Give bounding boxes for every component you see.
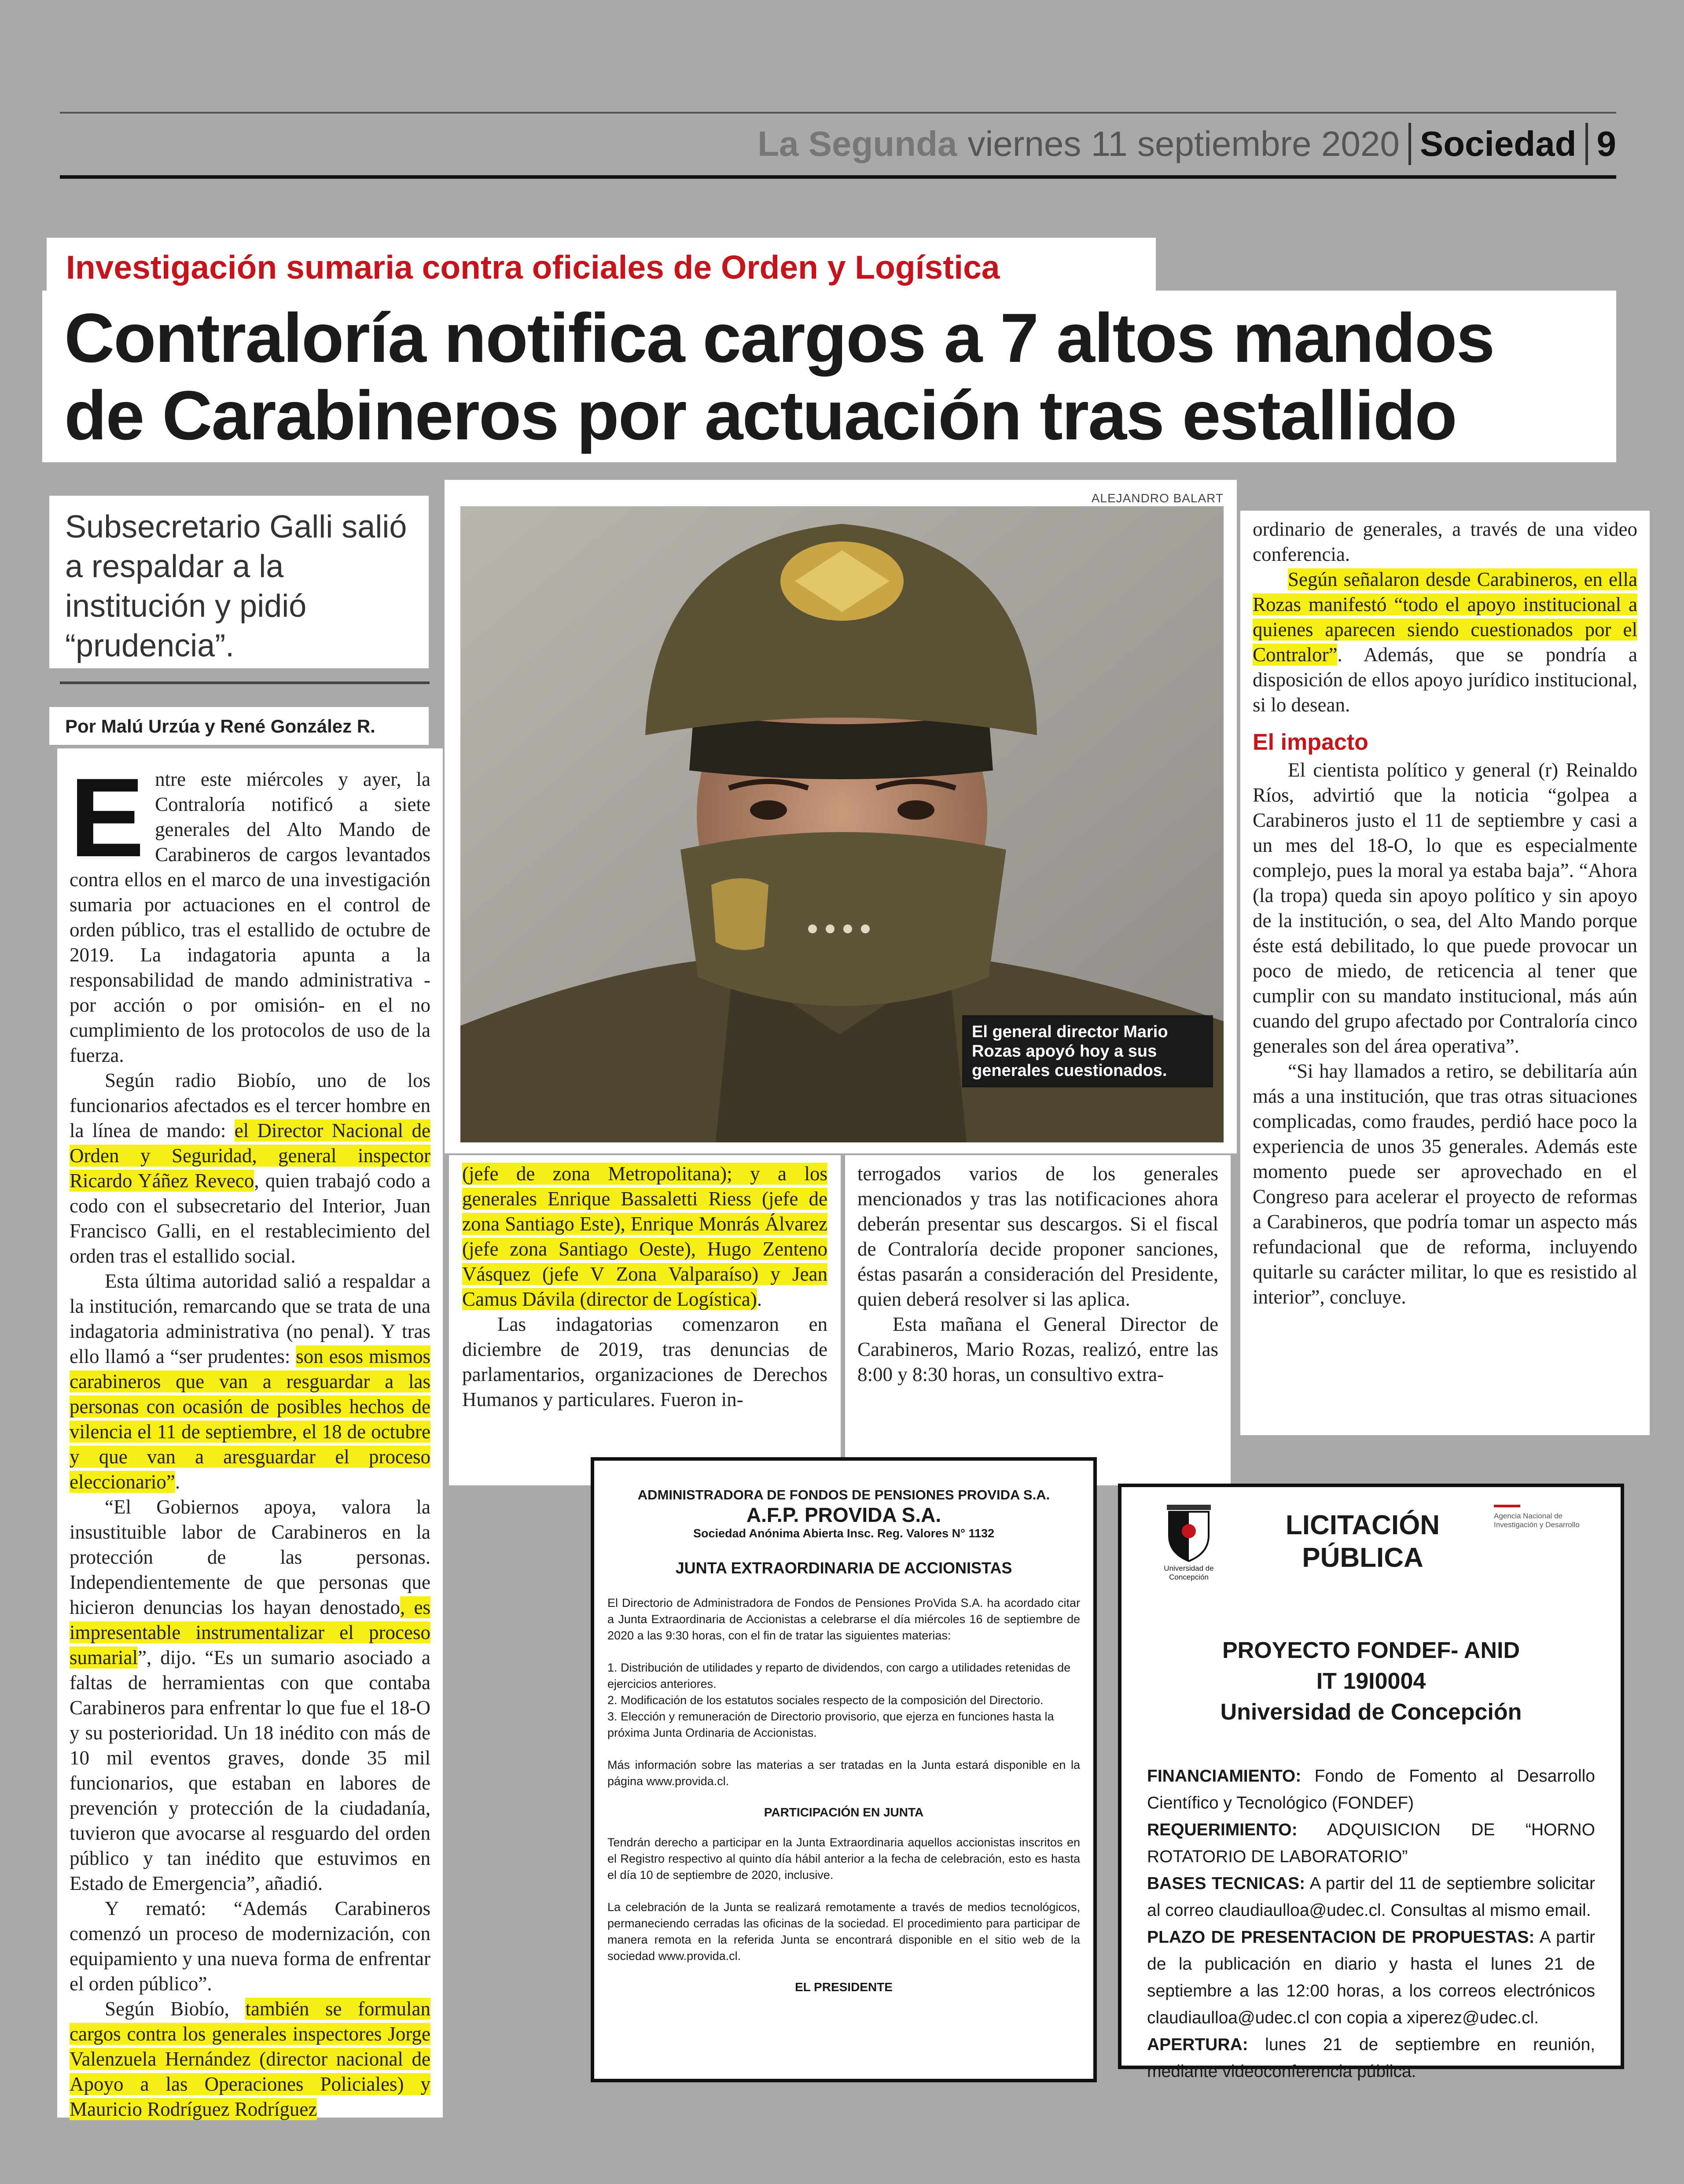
- agenda-item: 3. Elección y remuneración de Directorio provisorio, que ejerza en funciones hasta la próxima Junta Ordinaria de Accionistas.: [607, 1710, 1054, 1739]
- article-column-1: [57, 748, 443, 2118]
- ad-signature: EL PRESIDENTE: [795, 1980, 893, 1994]
- text: ”, dijo. “Es un sumario asociado a faltas de herramientas con que contaba Carabineros para enfrentar lo que fue el 18-O y su posterioridad. Un 18 inédito con más de 10 mil eventos graves, donde 35 mil funcionarios, que estaban en labores de prevención y protección de la ciudadanía, tuvieron que avocarse al resguardo del orden público y tan inédito que estuvimos en Estado de Emergencia”, añadió.: [70, 1646, 430, 1894]
- byline: Por Malú Urzúa y René González R.: [49, 707, 429, 745]
- project-line: PROYECTO FONDEF- ANID: [1222, 1638, 1520, 1663]
- ad-header: [1147, 1496, 1595, 1610]
- paragraph: [70, 1495, 430, 1896]
- photo-credit: ALEJANDRO BALART: [1091, 491, 1224, 505]
- masthead-separator: [1408, 123, 1411, 165]
- agenda-item: 2. Modificación de los estatutos sociales respecto de la composición del Directorio.: [607, 1694, 1044, 1707]
- headline-line-1: Contraloría notifica cargos a 7 altos mandos: [64, 299, 1494, 377]
- photo-caption: El general director Mario Rozas apoyó hoy a sus generales cuestionados.: [962, 1015, 1213, 1087]
- agenda-item: 1. Distribución de utilidades y reparto de dividendos, con cargo a utilidades retenidas de ejercicios anteriores.: [607, 1661, 1071, 1690]
- project-line: IT 19I0004: [1316, 1668, 1426, 1694]
- subhead: El impacto: [1253, 729, 1368, 755]
- ad-registration: Sociedad Anónima Abierta Insc. Reg. Valores N° 1132: [693, 1527, 995, 1540]
- project-line: Universidad de Concepción: [1220, 1699, 1522, 1725]
- text: . Además, que se pondría a disposición de ellos apoyo jurídico institucional, si lo desean.: [1253, 644, 1637, 716]
- paragraph: [1253, 567, 1637, 718]
- udec-tender-notice: [1118, 1484, 1624, 2081]
- paragraph: ordinario de generales, a través de una video conferencia.: [1253, 518, 1637, 565]
- ad-requirement: [1147, 1816, 1595, 1870]
- ad-info: Más información sobre las materias a ser tratadas en la Junta estará disponible en la página www.provida.cl.: [607, 1758, 1080, 1788]
- field-value: ADQUISICION DE “HORNO ROTATORIO DE LABORATORIO”: [1147, 1820, 1595, 1866]
- ad-project: [1147, 1635, 1595, 1727]
- highlighted-text: también se formulan cargos contra los generales inspectores Jorge Valenzuela Hernández (director nacional de Apoyo a las Operaciones Policiales) y Mauricio Rodríguez Rodríguez: [70, 1998, 430, 2120]
- masthead-separator: [1585, 123, 1588, 165]
- field-value: A partir del 11 de septiembre solicitar al correo claudiaulloa@udec.cl. Consultas al mismo email.: [1147, 1874, 1595, 1920]
- text: Según radio Biobío, uno de los funcionarios afectados es el tercer hombre en la línea de mando:: [70, 1069, 430, 1142]
- paragraph: El cientista político y general (r) Reinaldo Ríos, advirtió que la noticia “golpea a Carabineros justo el 11 de septiembre y casi a un mes del 18-O, lo que es especialmente complejo, pues la moral ya estaba baja”. “Ahora (la tropa) queda sin apoyo político y sin apoyo de la institución, o sea, del Alto Mando porque éste está debilitado, lo que puede provocar un poco de miedo, de reticencia al tener que cumplir con su mandato institucional, más aún cuando del grupo afectado por Contraloría cinco generales son del área operativa”.: [1253, 759, 1637, 1057]
- ad-agenda: [607, 1660, 1080, 1741]
- field-label: APERTURA:: [1147, 2035, 1248, 2054]
- text: .: [757, 1288, 762, 1310]
- ad-intro: El Directorio de Administradora de Fondos de Pensiones ProVida S.A. ha acordado citar a Junta Extraordinaria de Accionistas a celebrarse el día miércoles 16 de septiembre de 2020 a las 9:30 horas, con el fin de tratar las siguientes materias:: [607, 1596, 1080, 1642]
- ad-company: ADMINISTRADORA DE FONDOS DE PENSIONES PROVIDA S.A.: [637, 1487, 1050, 1503]
- paragraph: “Si hay llamados a retiro, se debilitaría aún más a una institución, que tras otras situaciones complicadas, como fraudes, perdió hace poco la experiencia de unos 35 generales. Además este momento puede ser aprovechado en el Congreso para acelerar el proyecto de reformas a Carabineros, que podría tomar un aspecto más refundacional que de reforma, incluyendo quitarle su carácter militar, lo que es resistido al interior”, concluye.: [1253, 1060, 1637, 1308]
- paragraph: [70, 755, 430, 1068]
- field-value: lunes 21 de septiembre en reunión, mediante videoconferencia pública.: [1147, 2035, 1595, 2081]
- text: , quien trabajó codo a codo con el subsecretario del Interior, Juan Francisco Galli, en el restablecimiento del orden tras el estallido social.: [70, 1170, 430, 1267]
- masthead: [757, 115, 1616, 173]
- field-value: Fondo de Fomento al Desarrollo Científico y Tecnológico (FONDEF): [1147, 1767, 1595, 1812]
- deck-rule: [60, 681, 430, 684]
- drop-cap: E: [70, 755, 145, 880]
- kicker: Investigación sumaria contra oficiales de Orden y Logística: [47, 238, 1156, 295]
- headline: [42, 291, 1616, 462]
- section-name: Sociedad: [1419, 124, 1577, 163]
- anid-logo: [1494, 1505, 1591, 1529]
- highlighted-text: Según señalaron desde Carabineros, en ella Rozas manifestó “todo el apoyo institucional a quienes aparecen siendo cuestionados por el Contralor”: [1253, 568, 1637, 666]
- field-value: A partir de la publicación en diario y hasta el lunes 21 de septiembre a las 12:00 horas, a los correos electrónicos claudiaulloa@udec.cl con copia a xiperez@udec.cl.: [1147, 1928, 1595, 2027]
- text: ntre este miércoles y ayer, la Contraloría notificó a siete generales del Alto Mando de Carabineros de cargos levantados contra ellos en el marco de una investigación sumaria por actuaciones en el control de orden público, tras el estallido de octubre de 2019. La indagatoria apunta a la responsabilidad de mando administrativa -por acción o por omisión- en el no cumplimiento de los protocolos de uso de la fuerza.: [70, 768, 430, 1066]
- photo-frame: [445, 480, 1237, 1153]
- paragraph: Esta mañana el General Director de Carabineros, Mario Rozas, realizó, entre las 8:00 y 8:30 horas, un consultivo extra-: [857, 1313, 1218, 1385]
- masthead-bottom-rule: [60, 175, 1616, 179]
- field-label: PLAZO DE PRESENTACION DE PROPUESTAS:: [1147, 1928, 1535, 1947]
- newspaper-name: La Segunda: [757, 124, 957, 163]
- page-number: 9: [1596, 124, 1616, 163]
- ad-deadline: [1147, 1924, 1595, 2031]
- udec-logo-text: Universidad de Concepción: [1164, 1564, 1214, 1581]
- anid-bar: [1494, 1505, 1520, 1507]
- ad-title: [1275, 1509, 1451, 1574]
- udec-logo: [1156, 1505, 1222, 1582]
- text: Esta última autoridad salió a respaldar a la institución, remarcando que se trata de una indagatoria administrativa (no penal). Y tras ello llamó a “ser prudentes:: [70, 1270, 430, 1367]
- title-line: LICITACIÓN: [1285, 1510, 1440, 1540]
- highlighted-text: (jefe de zona Metropolitana); y a los generales Enrique Bassaletti Riess (jefe de zona Santiago Este), Enrique Monrás Álvarez (jefe zona Santiago Oeste), Hugo Zenteno Vásquez (jefe V Zona Valparaíso) y Jean Camus Dávila (director de Logística): [462, 1163, 827, 1310]
- highlighted-text: el Director Nacional de Orden y Seguridad, general inspector Ricardo Yáñez Reveco: [70, 1120, 430, 1192]
- text: Según Biobío,: [105, 1998, 246, 2020]
- anid-logo-text: Agencia Nacional de Investigación y Desarrollo: [1494, 1512, 1580, 1529]
- ad-afp-name: A.F.P. PROVIDA S.A.: [746, 1503, 941, 1526]
- ad-opening: [1147, 2031, 1595, 2085]
- highlighted-text: son esos mismos carabineros que van a resguardar a las personas con ocasión de posibles hechos de vilencia el 11 de septiembre, el 18 de octubre y que van a aresguardar el proceso eleccionario”: [70, 1345, 430, 1493]
- ad-bases: [1147, 1870, 1595, 1924]
- highlighted-text: , es impresentable instrumentalizar el proceso sumarial: [70, 1596, 430, 1668]
- ad-title: JUNTA EXTRAORDINARIA DE ACCIONISTAS: [675, 1559, 1012, 1577]
- ad-participation: Tendrán derecho a participar en la Junta Extraordinaria aquellos accionistas inscritos en el Registro respectivo al quinto día hábil anterior a la fecha de celebración, esto es hasta el día 10 de septiembre de 2020, inclusive.: [607, 1836, 1080, 1882]
- field-label: REQUERIMIENTO:: [1147, 1820, 1298, 1839]
- paragraph: [70, 1068, 430, 1269]
- title-line: PÚBLICA: [1302, 1543, 1423, 1573]
- headline-line-2: de Carabineros por actuación tras estallido: [64, 377, 1456, 454]
- ad-subtitle: PARTICIPACIÓN EN JUNTA: [764, 1805, 924, 1819]
- text: “El Gobiernos apoya, valora la insustituible labor de Carabineros en la protección de las personas. Independientemente de que personas que hicieron denuncias los hayan denostado: [70, 1496, 430, 1618]
- article-column-4: [1240, 511, 1650, 1435]
- shield-icon: [1165, 1505, 1213, 1562]
- ad-remote: La celebración de la Junta se realizará remotamente a través de medios tecnológicos, permaneciendo cerradas las oficinas de la sociedad. El procedimiento para participar de manera remota en la referida Junta se encontrará disponible en el sitio web de la sociedad www.provida.cl.: [607, 1900, 1080, 1963]
- text: .: [175, 1471, 180, 1493]
- paragraph: [70, 1269, 430, 1495]
- article-column-2: [449, 1155, 841, 1485]
- masthead-top-rule: [60, 112, 1616, 114]
- paragraph: terrogados varios de los generales mencionados y tras las notificaciones ahora deberán presentar sus descargos. Si el fiscal de Contraloría decide proponer sanciones, éstas pasarán a consideración del Presidente, quien deberá resolver si las aplica.: [857, 1163, 1218, 1310]
- field-label: BASES TECNICAS:: [1147, 1874, 1305, 1893]
- field-label: FINANCIAMIENTO:: [1147, 1767, 1302, 1786]
- paragraph: [70, 1996, 430, 2122]
- paragraph: Las indagatorias comenzaron en diciembre de 2019, tras denuncias de parlamentarios, organizaciones de Derechos Humanos y particulares. Fueron in-: [462, 1313, 827, 1411]
- paragraph: [462, 1161, 827, 1312]
- paragraph: Y remató: “Además Carabineros comenzó un proceso de modernización, con equipamiento y una nueva forma de enfrentar el orden público”.: [70, 1897, 430, 1995]
- deck: Subsecretario Galli salió a respaldar a la institución y pidió “prudencia”.: [49, 496, 429, 668]
- issue-date: viernes 11 septiembre 2020: [967, 124, 1400, 163]
- article-column-3: [845, 1155, 1231, 1485]
- ad-financing: [1147, 1763, 1595, 1816]
- provida-notice: [591, 1457, 1097, 2082]
